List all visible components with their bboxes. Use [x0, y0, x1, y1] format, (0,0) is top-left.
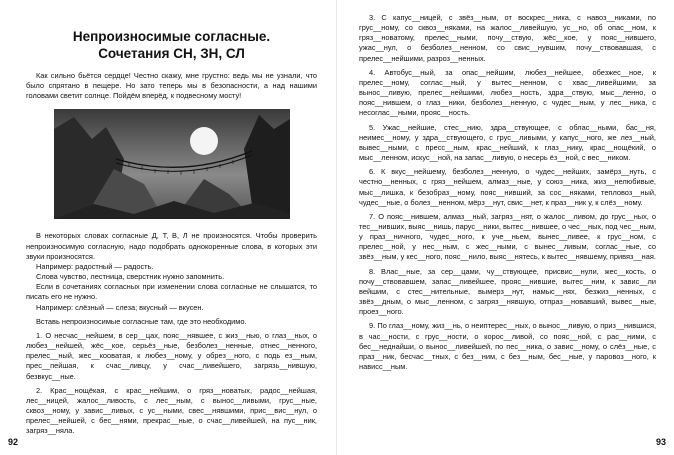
- title-line-1: Непроизносимые согласные.: [72, 29, 271, 44]
- page-title: [26, 28, 317, 62]
- mountain-bridge-illustration: [54, 109, 290, 219]
- exercise-4: 4. Автобус__ный, за опас__нейшим, любез__нейшее, обезжес__ное, к прелес__ному, соглас__ный, у вытес__ненном, с хвас__ливейшими, за вынос__ливую, прелес__нейшими, любез__ность, здра__ствую, мыс__ленно, о пояс__нившем, о глаз__ники, безболез__ненную, с чудес__ным, у лес__ника, с несоглас__ными, прояс__ность.: [359, 67, 656, 118]
- exercise-3: 3. С капус__ницей, с звёз__ным, от воскрес__ника, с навоз__никами, по грус__ному, со сквоз__няками, на жалос__ливейшую, ус__но, об опас__ном, к гряз__новатому, прелес__ными, почу__ствую, жёс__кое, у пояс__нившего, ужас__нул, о безболез__ненном, со свис__нувшим, почу__ствовавшая, с прелес__нейшими, разроз__ненных.: [359, 13, 656, 63]
- example-2: Например: слёзный — слеза; вкусный — вкусен.: [36, 302, 204, 312]
- page-number-left: 92: [8, 437, 19, 447]
- rule-1: В некоторых словах согласные Д, Т, В, Л не произносятся. Чтобы проверить непроизносимую согласную, надо подобрать однокоренные слова, в которых эти звуки произносятся.: [26, 231, 317, 261]
- exercise-7: 7. О пояс__нившем, алмаз__ный, загряз__нят, о жалос__ливом, до грус__ных, о тес__нивших, выяс__нишь, парус__ники, вытес__нившее, о чес__ных, под чес__ным, у праз__ничного, чудес__ного, к уче__ньем, вынес__ливее, к грус__ном, с прелес__ной, у нес__ным, с жес__ными, с вынес__ливым, соглас__ные, со звёз__ным, у кес__ного, пояс__нило, выяс__нятесь, к вытес__нявшему, привяз__ная.: [359, 211, 656, 262]
- dictionary-words: Слова чувство, лестница, сверстник нужно запомнить.: [36, 272, 225, 282]
- title-line-2: Сочетания СН, ЗН, СЛ: [98, 46, 245, 61]
- exercise-5: 5. Ужас__нейшие, стес__нию, здра__ствующее, с облас__ными, бас__ня, неимес__ному, у здра__ствующего, с грус__ливыми, у капус__ного, же лез__ный, вывес__ными, с пресс__ным, крас__нейший, к глаз__нику, крас__нощёкий, о мыс__ленном, искус__ной, на запас__ливую, о несерь ёз__ной, с вес__ником.: [359, 122, 656, 163]
- exercise-8: 8. Влас__ные, за сер__цами, чу__ствующее, присвис__нули, жес__кость, о почу__ствовавшем, запас__ливейшее, прояс__нившие, вытес__ним, к завис__ли вейшим, с стес__нительные, вымерз__нут, намыс__нях, безжиз__ненных, с звёз__дным, о мыс__ленном, с загряз__нявшую, отпраз__новавший, вывес__ные, проез__ного.: [359, 266, 656, 317]
- rule-2: Если в сочетаниях согласных при изменении слова согласные не слышатся, то писать его не нужно.: [26, 282, 317, 302]
- exercise-9: 9. По глаз__ному, жиз__нь, о неиптерес__ных, о вынос__ливую, о приз__нившися, в час__ности, с грус__ности, о корос__ливой, со пояс__ной, с рас__ними, с бес__неднайши, о вынос__ливейшей, по пес__ника, о завис__ному, о слёз__ные, с праз__ник, бесчас__тных, с без__ним, с без__ным, бес__ные, у паровоз__ного, к нависс__ным.: [359, 321, 656, 371]
- task-instruction: Вставь непроизносимые согласные там, где это необходимо.: [36, 316, 247, 326]
- intro-paragraph: Как сильно бьётся сердце! Честно скажу, мне грустно: ведь мы не узнали, что было спрятано в пещере. Но зато теперь мы в безопасности, а над нашими головами светит солнце. Пойдём вперёд, к подвесному мосту!: [26, 71, 317, 101]
- right-page: [337, 0, 674, 455]
- example-1: Например: радостный — радость.: [36, 261, 154, 271]
- exercise-2: 2. Крас__нощёкая, с крас__нейшим, о гряз__новатых, радос__нейшая, лес__ницей, жалос__ливость, с лес__ным, с вынос__ливыми, грус__ные, сквоз__ному, у завис__ливых, с ус__ными, свес__нявшими, прис__вис__нул, о прелес__нейшей, с бес__нями, прекрас__ные, о счас__ливейшей, на пус__ник, загряз__няла.: [26, 385, 317, 436]
- exercise-1: 1. О несчас__нейшем, в сер__цах, пояс__нявшее, с жиз__нью, о глаз__ных, о любез__нейшей, жёс__кое, серьёз__ные, безболез__ненные, отнес__ненного, прелес__ный, жес__кооватая, к любез__ному, у обрез__ного, с подь ез__ным, прес__пейшая, к счас__ливцу, у счас__ливейшего, загрязь__нившую, безвкус__ные.: [26, 330, 317, 381]
- exercise-6: 6. К вкус__нейшему, безболез__ненную, о чудес__нейших, замёрз__нуть, с честно__ненных, с гряз__нейшем, алмаз__ные, у союз__ника, жиз__нелюбивые, мыс__лишка, к безобраз__ному, пояс__нивший, за сос__няками, тепловоз__ный, чудес__ные, о болез__ненном, мёрз__нут, свис__нет, к праз__ник у, к слёз__ному.: [359, 167, 656, 207]
- page-number-right: 93: [655, 437, 666, 447]
